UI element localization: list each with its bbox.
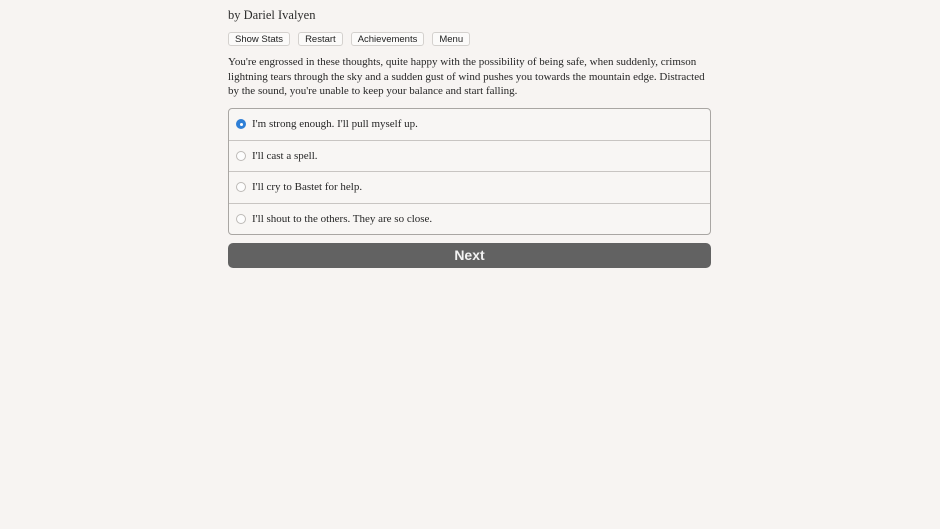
radio-icon[interactable] bbox=[236, 182, 246, 192]
story-text: You're engrossed in these thoughts, quite happy with the possibility of being safe, when suddenly, crimson lightning tears through the sky and a sudden gust of wind pushes you towards the mountain edge. Distracted by the sound, you're unable to keep your balance and start falling. bbox=[228, 56, 705, 97]
choice-option[interactable] bbox=[229, 109, 710, 140]
choice-list bbox=[228, 108, 711, 235]
choice-option[interactable] bbox=[229, 171, 710, 203]
choice-label: I'll shout to the others. They are so close. bbox=[252, 212, 433, 225]
choice-label: I'm strong enough. I'll pull myself up. bbox=[252, 118, 418, 131]
choice-label: I'll cast a spell. bbox=[252, 149, 318, 162]
game-toolbar bbox=[228, 32, 470, 46]
radio-icon[interactable] bbox=[236, 214, 246, 224]
menu-button[interactable]: Menu bbox=[432, 32, 470, 46]
restart-button[interactable]: Restart bbox=[298, 32, 343, 46]
radio-icon[interactable] bbox=[236, 151, 246, 161]
choice-option[interactable] bbox=[229, 203, 710, 235]
author-byline: by Dariel Ivalyen bbox=[228, 8, 316, 22]
radio-selected-icon[interactable] bbox=[236, 119, 246, 129]
choice-option[interactable] bbox=[229, 140, 710, 172]
show-stats-button[interactable]: Show Stats bbox=[228, 32, 290, 46]
choice-label: I'll cry to Bastet for help. bbox=[252, 181, 363, 194]
achievements-button[interactable]: Achievements bbox=[351, 32, 425, 46]
next-button[interactable]: Next bbox=[228, 243, 711, 268]
